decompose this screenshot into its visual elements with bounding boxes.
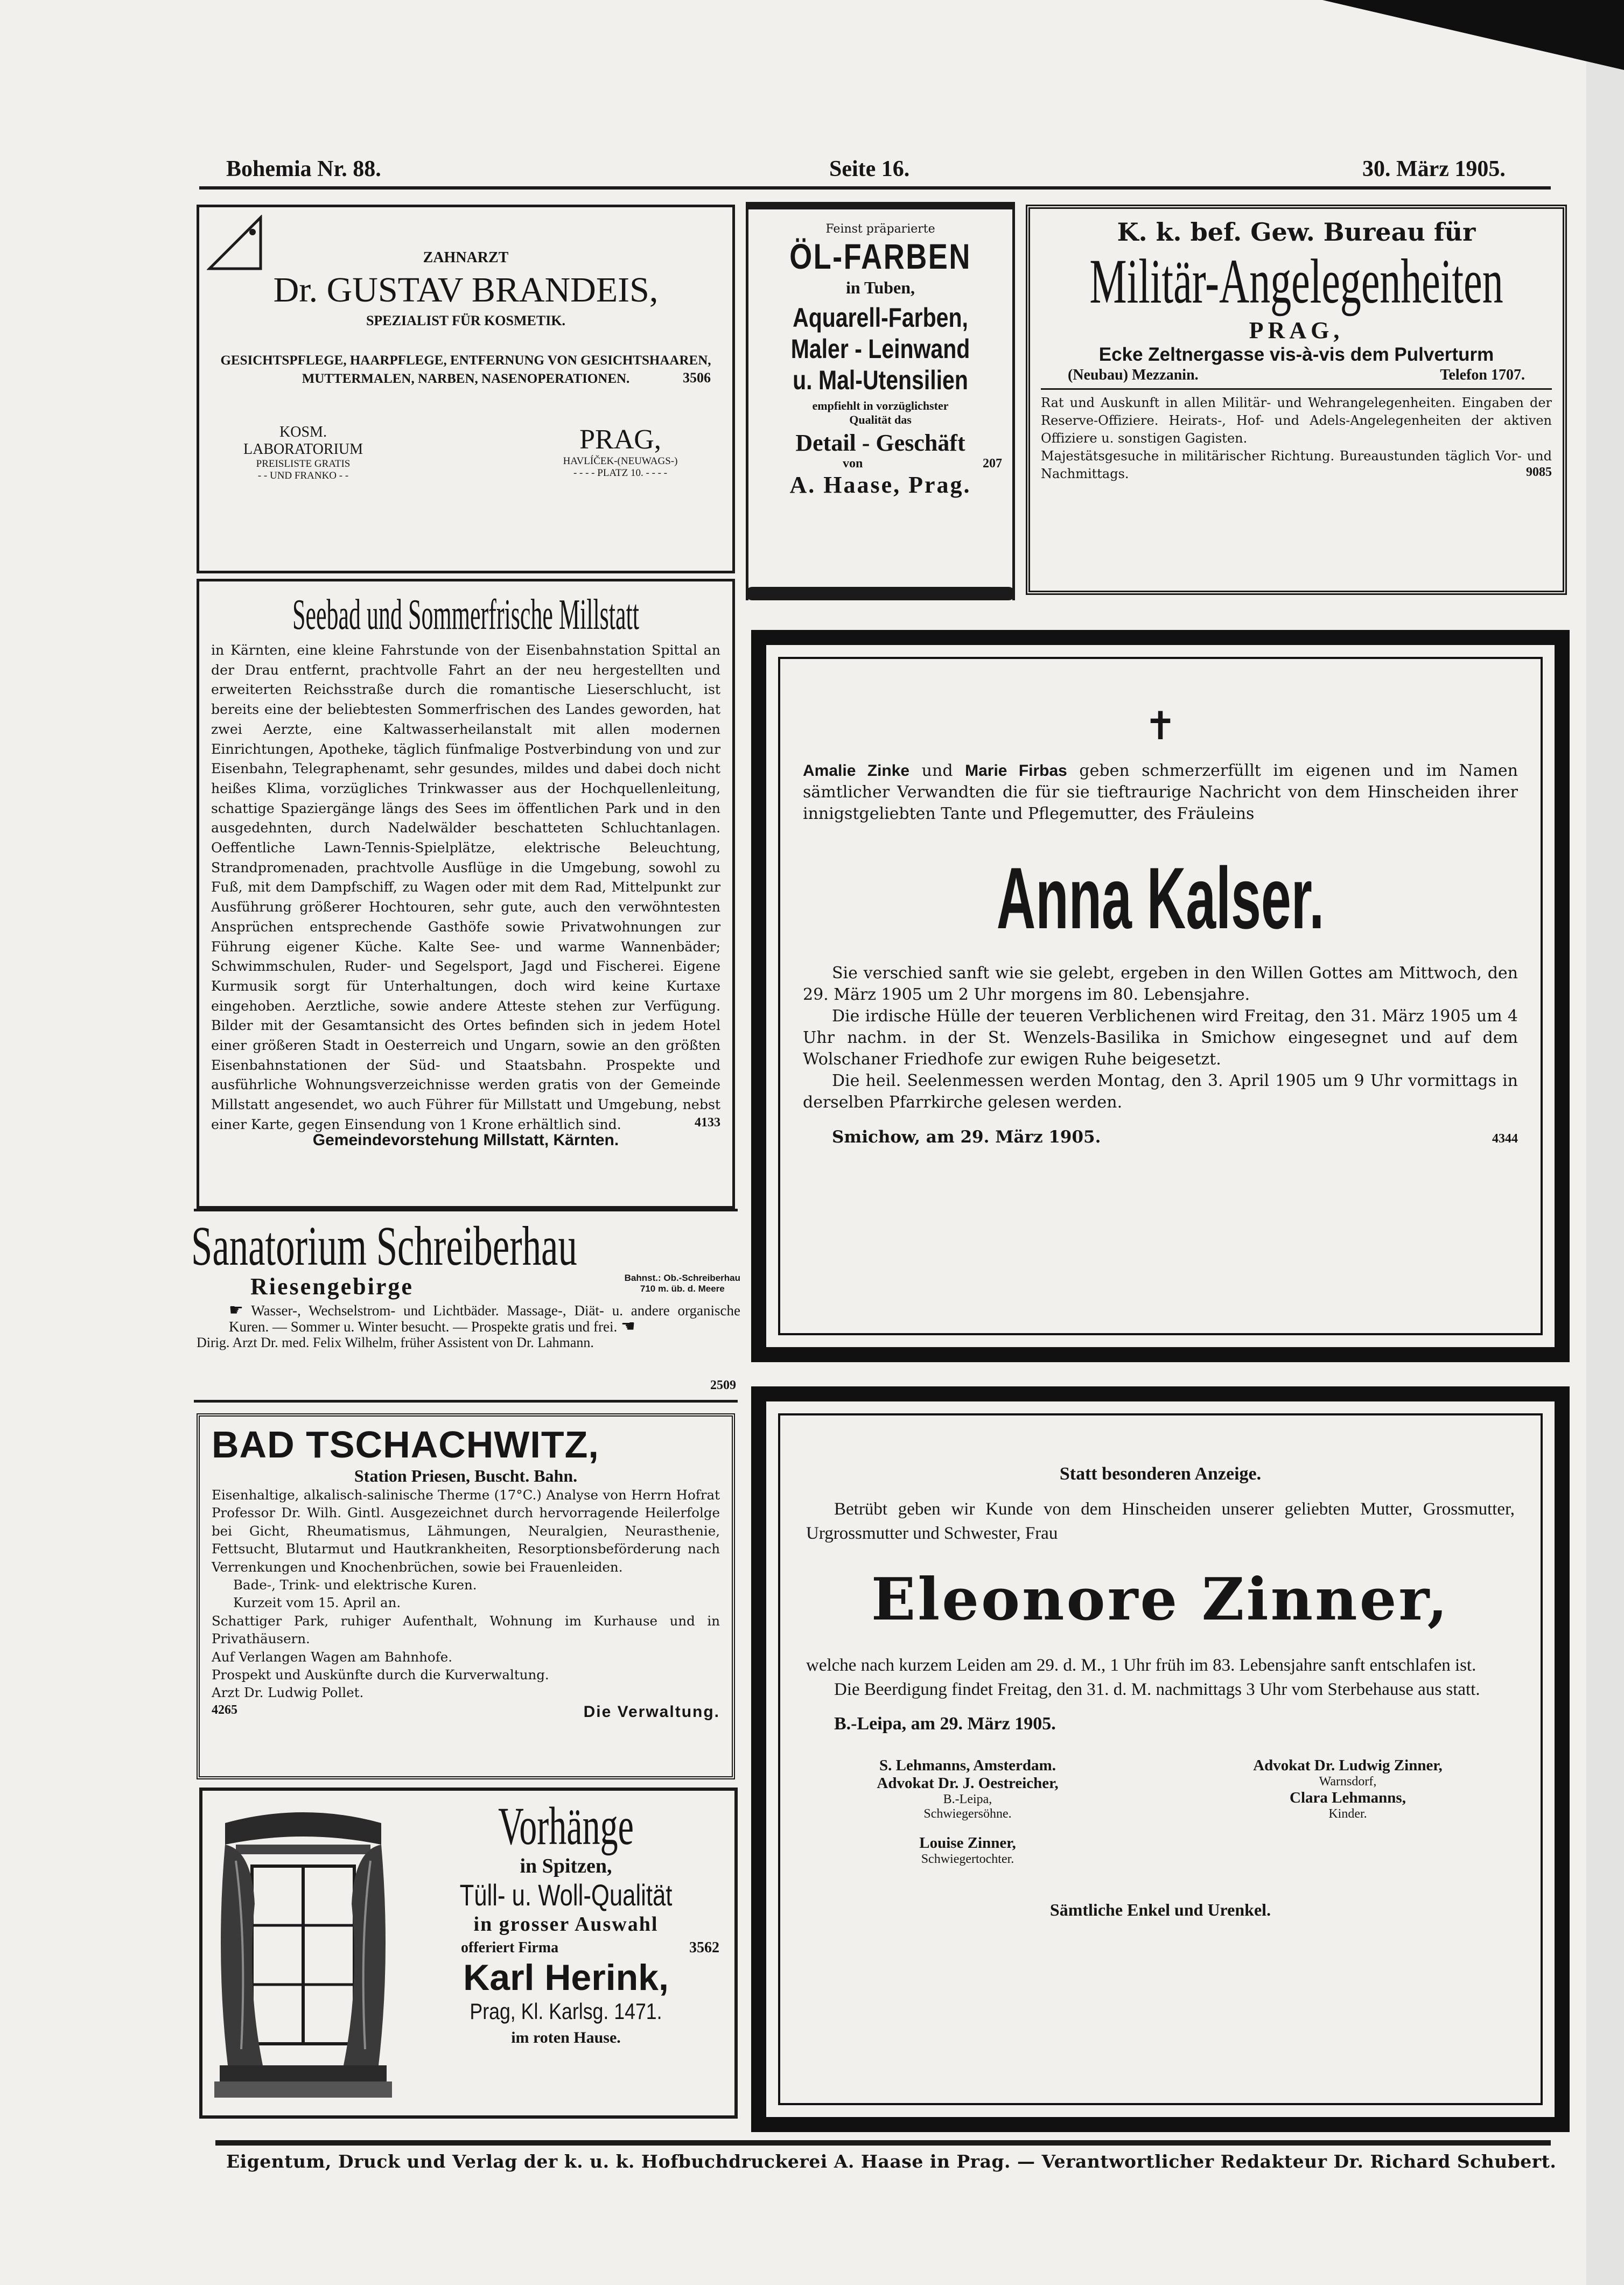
ad-tschachwitz-line-2: Kurzeit vom 15. April an. (233, 1595, 401, 1611)
ad-herink (199, 1788, 738, 2119)
ad-tschachwitz-signature: Die Verwaltung. (583, 1702, 720, 1721)
ad-millstatt-body: in Kärnten, eine kleine Fahrstunde von der Eisenbahnstation Spittal an der Drau entfernt, prachtvolle Fahrt an der neu hergestellten und erweiterten Reichsstraße durch die romantische Lieserschlucht, ist bereits eine der beliebtesten Sommerfrischen des Landes geworden, hat zwei Aerzte, eine Kaltwasserheilanstalt mit allen modernen Einrichtungen, Apotheke, täglich fünfmalige Postverbindung von und zur Eisenbahn, Telegraphenamt, sehr gesundes, mildes und dabei doch nicht heißes Klima, vorzügliches Trinkwasser aus der Hochquellenleitung, schattige Spaziergänge längs des Sees im öffentlichen Park und in den ausgedehnten, durch Nadelwälder beschatteten Schluchtanlagen. Oeffentliche Lawn-Tennis-Spielplätze, elektrische Beleuchtung, Strandpromenaden, prachtvolle Ausflüge in die Umgebung, sowohl zu Fuß, mit dem Dampfschiff, zu Wagen oder mit dem Rad, Mittelpunkt zur Ausführung größerer Hochtouren, sehr gute, auch den verwöhntesten Ansprüchen entsprechende Gasthöfe sowie Privatwohnungen zur Führung eigener Küche. Kalte See- und warme Wannenbäder; Schwimmschulen, Ruder- und Segelsport, Jagd und Fischerei. Eigene Kurmusik sorgt für Unterhaltungen, doch wird keine Kurtaxe eingehoben. Aerztliche, sowie andere Atteste stehen zur Verfügung. Bilder mit der Gesamtansicht des Ortes befinden sich in jedem Hotel einer größeren Stadt in Oesterreich und Ungarn, sowie an den größten Eisenbahnstationen der Süd- und Staatsbahn. Prospekte und ausführliche Wohnungsverzeichnisse werden gratis von der Gemeinde Millstatt angesendet, wo auch Führer für Millstatt und Umgebung, nebst einer Karte, gegen Einsendung von 1 Krone erhältlich sind. (211, 642, 720, 1132)
header-rule (199, 186, 1551, 190)
ad-tschachwitz-line-4: Auf Verlangen Wagen am Bahnhofe. (212, 1649, 453, 1665)
ad-militaer-body: Rat und Auskunft in allen Militär- und Wehrangelegenheiten. Eingaben der Reserve-Offiziere. Heirats-, Hof- und Adels-Angelegenheiten der aktiven Offiziere u. sonstigen Gagisten. (1041, 395, 1552, 446)
ad-brandeis-city: PRAG, (579, 424, 661, 455)
ad-tschachwitz (197, 1413, 735, 1779)
ad-haase-firm: A. Haase, Prag. (789, 472, 971, 498)
notice-kalser-p3: Die heil. Seelenmessen werden Montag, den 3. April 1905 um 9 Uhr vormittags in derselben Pfarrkirche gelesen werden. (803, 1071, 1518, 1112)
pointing-hand-left-icon: ☚ (621, 1317, 635, 1335)
ad-militaer-code: 9085 (1526, 465, 1552, 479)
ad-tschachwitz-body: Eisenhaltige, alkalisch-salinische Therme (17°C.) Analyse von Herrn Hofrat Professor Dr. Wilh. Gintl. Ausgezeichnet durch hervorragende Heilerfolge bei Gicht, Rheumatismus, Lähmungen, Neuralgien, Neurasthenie, Fettsucht, Blutarmut und Hautkrankheiten, Resorptionsbeförderung nach Verrenkungen und Knochenbrüchen, sowie bei Frauenleiden. (212, 1487, 720, 1575)
ad-herink-firm: Karl Herink, (463, 1957, 669, 1998)
ad-schreiberhau-line-2: Dirig. Arzt Dr. med. Felix Wilhelm, früher Assistent von Dr. Lahmann. (197, 1335, 594, 1350)
header-issue: Bohemia Nr. 88. (226, 157, 381, 181)
ad-haase-line-8: Qualität das (849, 413, 912, 426)
ad-tschachwitz-title: BAD TSCHACHWITZ, (212, 1424, 599, 1466)
ad-schreiberhau-region: Riesengebirge (250, 1273, 414, 1300)
ad-haase-line-9: Detail - Geschäft (795, 430, 965, 456)
notice-zinner-right-4: Kinder. (1328, 1807, 1367, 1821)
ad-brandeis-profession: ZAHNARZT (423, 249, 509, 266)
ad-herink-line-4: in grosser Auswahl (473, 1913, 659, 1936)
ad-schreiberhau-line-1: Wasser-, Wechselstrom- und Lichtbäder. Massage-, Diät- u. andere organische Kuren. — Sommer u. Winter besucht. — Prospekte gratis und frei. (229, 1302, 740, 1335)
corner-ornament-icon (207, 215, 266, 274)
ad-haase-line-1: Feinst präparierte (825, 222, 935, 236)
page-corner-shadow (1322, 0, 1624, 70)
footer-imprint: Eigentum, Druck und Verlag der k. u. k. Hofbuchdruckerei A. Haase in Prag. — Verantwortlicher Redakteur Dr. Richard Schubert. (226, 2151, 1557, 2172)
notice-kalser-intro (803, 760, 1518, 825)
notice-zinner-right-1: Advokat Dr. Ludwig Zinner, (1253, 1757, 1443, 1774)
ad-brandeis (197, 205, 735, 573)
ad-schreiberhau-code: 2509 (710, 1378, 736, 1392)
ad-herink-title: Vorhänge (498, 1796, 634, 1856)
notice-zinner-heading: Statt besonderen Anzeige. (1059, 1464, 1262, 1484)
ad-haase-line-3: in Tuben, (845, 278, 915, 297)
ad-tschachwitz-code: 4265 (212, 1702, 237, 1717)
ad-haase (746, 202, 1015, 600)
curtain-window-icon (214, 1807, 392, 2100)
ad-militaer (1026, 205, 1567, 595)
ad-herink-line-8: im roten Hause. (511, 2029, 621, 2046)
footer-rule (215, 2140, 1551, 2146)
ad-haase-line-4: Aquarell-Farben, (793, 303, 968, 333)
ad-herink-address: Prag, Kl. Karlsg. 1471. (470, 1999, 662, 2024)
ad-militaer-mezzanin: (Neubau) Mezzanin. (1068, 367, 1199, 383)
ad-tschachwitz-line-6: Arzt Dr. Ludwig Pollet. (212, 1685, 364, 1701)
ad-haase-von: von (843, 457, 863, 471)
ad-haase-bottom-rule (746, 587, 1015, 600)
ad-schreiberhau-station-2: 710 m. üb. d. Meere (640, 1284, 725, 1294)
notice-kalser-intro-text: geben schmerzerfüllt im eigenen und im Namen sämtlicher Verwandten die für sie tieftraurige Nachricht von dem Hinscheiden ihrer innigstgeliebten Tante und Pflegemutter, des Fräuleins (803, 761, 1518, 823)
ad-schreiberhau-station-1: Bahnst.: Ob.-Schreiberhau (624, 1273, 740, 1283)
cross-icon: ✝ (1144, 703, 1177, 748)
header-page: Seite 16. (829, 157, 910, 181)
ad-brandeis-lab-2: LABORATORIUM (243, 441, 363, 458)
ad-brandeis-lab-4: - - UND FRANKO - - (257, 470, 349, 481)
notice-zinner-left-1: S. Lehmanns, Amsterdam. (879, 1757, 1056, 1774)
notice-zinner-p2: Die Beerdigung findet Freitag, den 31. d. M. nachmittags 3 Uhr vom Sterbehause aus statt. (834, 1680, 1480, 1699)
ad-tschachwitz-line-3: Schattiger Park, ruhiger Aufenthalt, Wohnung im Kurhause und in Privathäusern. (212, 1613, 720, 1647)
ad-millstatt-title: Seebad und Sommerfrische Millstatt (292, 591, 639, 639)
pointing-hand-icon: ☛ (229, 1301, 243, 1319)
notice-zinner-left-4: Schwiegersöhne. (923, 1807, 1012, 1821)
ad-militaer-telefon: Telefon 1707. (1440, 367, 1525, 383)
ad-militaer-line-1: K. k. bef. Gew. Bureau für (1117, 218, 1476, 247)
notice-kalser-name: Anna Kalser. (996, 850, 1325, 947)
ad-brandeis-address-1: HAVLÍČEK-(NEUWAGS-) (563, 455, 678, 467)
notice-kalser-code: 4344 (1492, 1132, 1518, 1146)
ad-tschachwitz-station: Station Priesen, Buscht. Bahn. (354, 1466, 578, 1485)
ad-herink-code: 3562 (689, 1939, 719, 1956)
notice-zinner-left-6: Schwiegertochter. (921, 1852, 1014, 1866)
notice-zinner-intro: Betrübt geben wir Kunde von dem Hinscheiden unserer geliebten Mutter, Grossmutter, Urgrossmutter und Schwester, Frau (806, 1499, 1515, 1543)
ad-brandeis-lab-3: PREISLISTE GRATIS (256, 458, 351, 469)
ad-herink-line-2: in Spitzen, (520, 1855, 612, 1877)
ad-brandeis-services: GESICHTSPFLEGE, HAARPFLEGE, ENTFERNUNG VON GESICHTSHAAREN, MUTTERMALEN, NARBEN, NASENOPERATIONEN. (220, 353, 711, 386)
notice-kalser-place: Smichow, am 29. März 1905. (832, 1127, 1101, 1147)
ad-brandeis-code: 3506 (683, 370, 711, 385)
ad-militaer-city: PRAG, (1249, 317, 1344, 344)
notice-zinner-right-3: Clara Lehmanns, (1290, 1789, 1406, 1806)
notice-kalser-und: und (909, 761, 965, 780)
notice-kalser-name-1: Amalie Zinke (803, 762, 910, 780)
ad-tschachwitz-line-1: Bade-, Trink- und elektrische Kuren. (233, 1577, 477, 1593)
ad-schreiberhau (191, 1217, 740, 1394)
notice-zinner-left-5: Louise Zinner, (919, 1834, 1016, 1852)
notice-zinner-place: B.-Leipa, am 29. März 1905. (834, 1714, 1056, 1734)
notice-zinner-p1: welche nach kurzem Leiden am 29. d. M., 1 Uhr früh im 83. Lebensjahre sanft entschlafen ist. (806, 1656, 1476, 1675)
ad-haase-oelfarben: ÖL-FARBEN (789, 236, 971, 276)
ad-militaer-body-2: Majestätsgesuche in militärischer Richtung. Bureaustunden täglich Vor- und Nachmittags. (1041, 448, 1552, 481)
ad-haase-line-6: u. Mal-Utensilien (793, 365, 968, 395)
ad-militaer-title: Militär-Angelegenheiten (1089, 246, 1503, 317)
ad-haase-top-rule (746, 202, 1015, 209)
notice-zinner-name: Eleonore Zinner, (871, 1566, 1450, 1634)
notice-zinner-closing: Sämtliche Enkel und Urenkel. (1049, 1900, 1271, 1919)
ad-brandeis-name: Dr. GUSTAV BRANDEIS, (273, 270, 659, 310)
ad-tschachwitz-line-5: Prospekt und Auskünfte durch die Kurverwaltung. (212, 1667, 549, 1683)
ad-millstatt (197, 579, 735, 1209)
ad-millstatt-signature: Gemeindevorstehung Millstatt, Kärnten. (312, 1131, 619, 1149)
page-edge (1586, 0, 1624, 2285)
ad-haase-line-7: empfiehlt in vorzüglichster (812, 399, 949, 412)
notice-kalser-p1: Sie verschied sanft wie sie gelebt, ergeben in den Willen Gottes am Mittwoch, den 29. März 1905 um 2 Uhr morgens im 80. Lebensjahre. (803, 964, 1518, 1004)
notice-kalser-p2: Die irdische Hülle der teueren Verblichenen wird Freitag, den 31. März 1905 um 4 Uhr nachm. in der St. Wenzels-Basilika in Smichow eingesegnet und auf dem Wolschaner Friedhofe zur ewigen Ruhe beigesetzt. (803, 1007, 1518, 1069)
ad-haase-line-5: Maler - Leinwand (790, 334, 970, 364)
notice-kalser (751, 630, 1570, 1362)
ad-herink-offeriert: offeriert Firma (461, 1939, 559, 1956)
ad-haase-code: 207 (983, 457, 1002, 471)
ad-militaer-address: Ecke Zeltnergasse vis-à-vis dem Pulverturm (1098, 344, 1494, 365)
ad-schreiberhau-title: Sanatorium Schreiberhau (191, 1215, 577, 1277)
ad-brandeis-address-2: - - - - PLATZ 10. - - - - (573, 467, 668, 479)
notice-zinner-right-2: Warnsdorf, (1319, 1775, 1377, 1789)
notice-kalser-name-2: Marie Firbas (965, 762, 1067, 780)
ad-herink-line-3: Tüll- u. Woll-Qualität (459, 1878, 673, 1912)
notice-zinner (751, 1386, 1570, 2132)
ad-millstatt-code: 4133 (695, 1115, 720, 1130)
notice-zinner-left-3: B.-Leipa, (943, 1792, 992, 1806)
ad-brandeis-lab-1: KOSM. (279, 424, 327, 440)
ad-brandeis-subtitle: SPEZIALIST FÜR KOSMETIK. (366, 313, 566, 328)
notice-zinner-left-2: Advokat Dr. J. Oestreicher, (877, 1775, 1059, 1792)
header-date: 30. März 1905. (1362, 157, 1506, 181)
